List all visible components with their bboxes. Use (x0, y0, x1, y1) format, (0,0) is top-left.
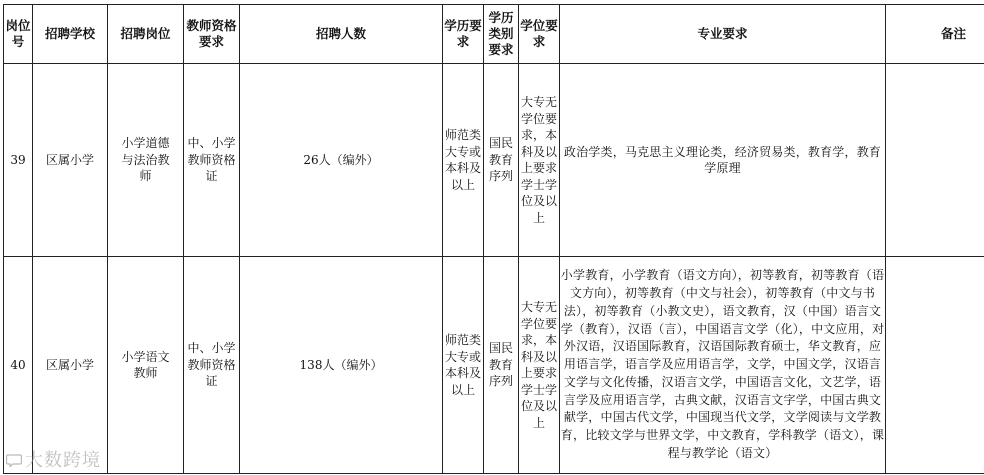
cell-count: 26人（编外） (240, 64, 443, 257)
cell-school: 区属小学 (33, 257, 108, 474)
header-major: 专业要求 (560, 5, 886, 64)
header-edu-type: 学历类别要求 (484, 5, 519, 64)
cell-degree: 大专无学位要求，本科及以上要求学士学位及以上 (519, 257, 560, 474)
cell-count: 138人（编外） (240, 257, 443, 474)
cell-education: 师范类大专或本科及以上 (443, 257, 484, 474)
cell-edu-type: 国民教育序列 (484, 257, 519, 474)
cell-teacher-cert: 中、小学教师资格证 (184, 64, 240, 257)
cell-major: 小学教育，小学教育（语文方向），初等教育，初等教育（语文方向），初等教育（中文与社会），初等教育（中文与书法），初等教育（小教文史），语文教育，汉（中国）语言文学（教育），汉语（言），中国语言文学（化），中文应用，对外汉语，汉语国际教育，汉语国际教育硕士，华文教育，应用语言学，语言学及应用语言学，文学，中国文学，汉语言文学与文化传播，汉语言文学，中国语言文化，文艺学，语言学及应用语言学，古典文献，汉语言文字学，中国古典文献学，中国古代文学，中国现当代文学，文学阅读与文学教育，比较文学与世界文学，中文教育，学科教学（语文），课程与教学论（语文） (560, 257, 886, 474)
header-teacher-cert: 教师资格要求 (184, 5, 240, 64)
header-position: 招聘岗位 (108, 5, 184, 64)
cell-school: 区属小学 (33, 64, 108, 257)
cell-remark (886, 257, 984, 474)
cell-remark (886, 64, 984, 257)
table-row (4, 64, 984, 257)
header-degree: 学位要求 (519, 5, 560, 64)
cell-position: 小学语文教师 (108, 257, 184, 474)
cell-teacher-cert: 中、小学教师资格证 (184, 257, 240, 474)
cell-edu-type: 国民教育序列 (484, 64, 519, 257)
cell-post-no: 40 (4, 257, 33, 474)
chat-bubble-logo-icon (6, 453, 22, 467)
cell-post-no: 39 (4, 64, 33, 257)
cell-major: 政治学类，马克思主义理论类，经济贸易类，教育学，教育学原理 (560, 64, 886, 257)
header-post-no: 岗位号 (4, 5, 33, 64)
watermark (6, 446, 101, 472)
header-remark: 备注 (886, 5, 984, 64)
cell-degree: 大专无学位要求，本科及以上要求学士学位及以上 (519, 64, 560, 257)
header-school: 招聘学校 (33, 5, 108, 64)
header-count: 招聘人数 (240, 5, 443, 64)
table-row (4, 257, 984, 474)
watermark-text: 大数跨境 (25, 450, 101, 471)
recruitment-table (3, 4, 984, 474)
cell-position: 小学道德与法治教师 (108, 64, 184, 257)
cell-education: 师范类大专或本科及以上 (443, 64, 484, 257)
header-education: 学历要求 (443, 5, 484, 64)
header-row (4, 5, 984, 64)
